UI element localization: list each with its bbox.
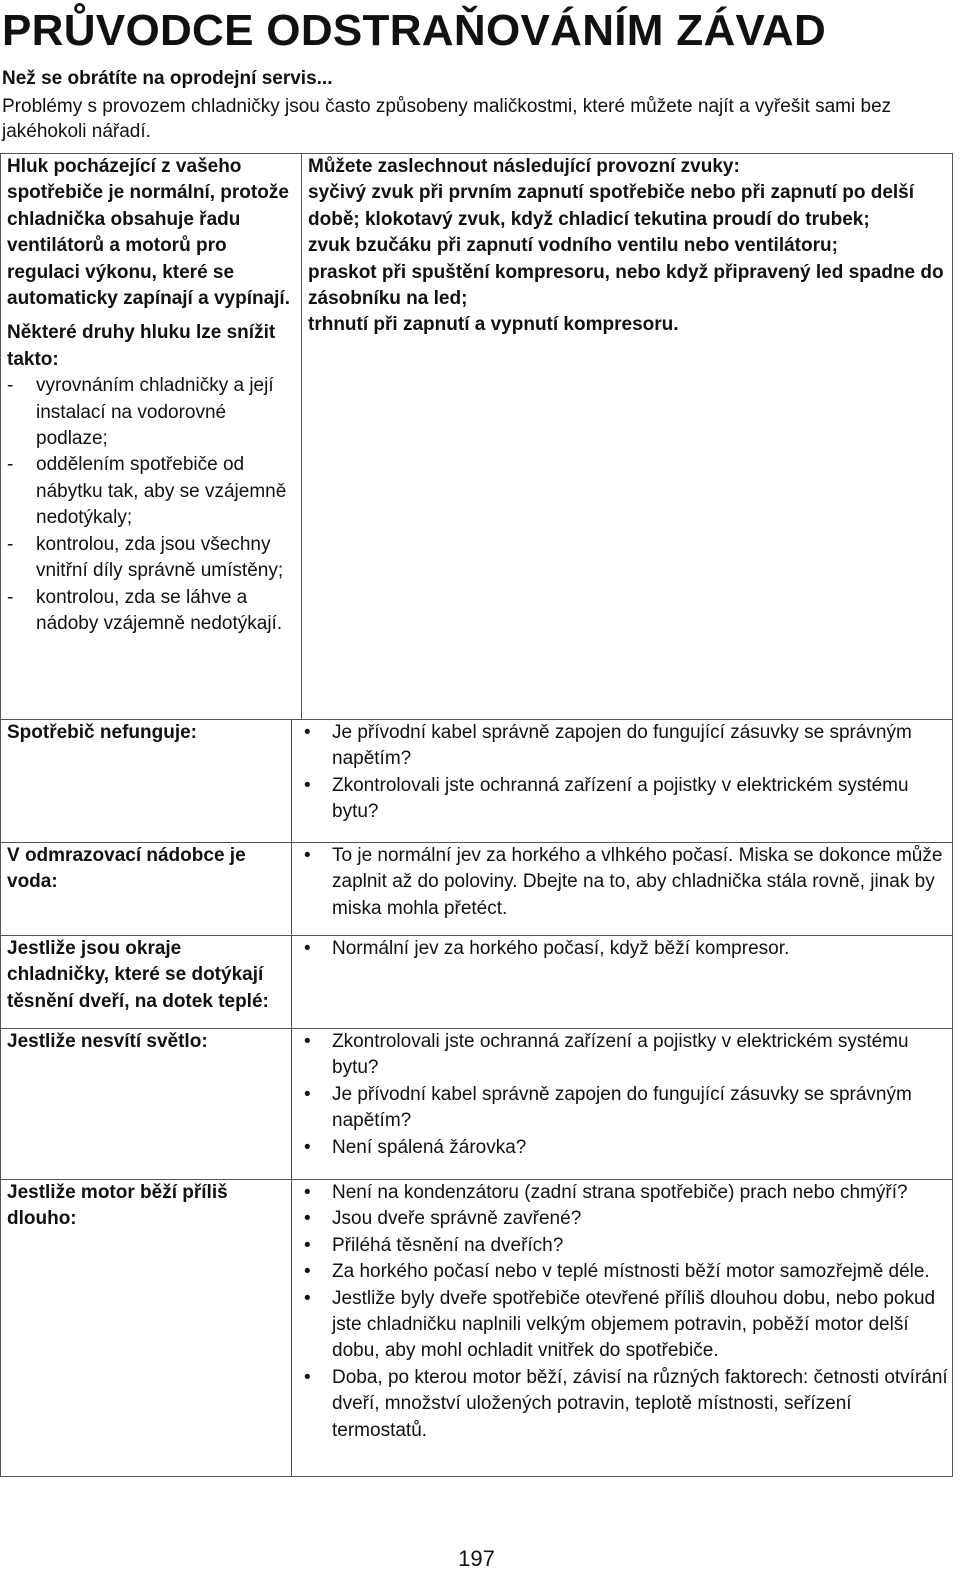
list-item (7, 532, 299, 585)
problem-cell: Jestliže nesvítí světlo: (1, 1029, 292, 1180)
bullet-marker: • (304, 774, 311, 796)
noise-normal-text: Hluk pocházející z vašeho spotřebiče je normální, protože chladnička obsahuje řadu ventilátorů a motorů pro regulaci výkonu, které se automaticky zapínají a vypínají. (7, 156, 290, 310)
dash-marker: - (7, 586, 14, 608)
bullet-marker: • (304, 1234, 311, 1256)
list-item (298, 1259, 948, 1285)
list-item (298, 1206, 948, 1232)
intro-text: Problémy s provozem chladničky jsou často způsobeny maličkostmi, které můžete najít a vyřešit sami bez jakéhokoli nářadí. (2, 96, 892, 142)
bullet-marker: • (304, 1208, 311, 1230)
noise-left-cell (1, 154, 302, 720)
page-number: 197 (458, 1546, 495, 1571)
list-item-text: oddělením spotřebiče od nábytku tak, aby se vzájemně nedotýkaly; (36, 454, 287, 529)
dash-marker: - (7, 375, 14, 397)
list-item-text: vyrovnáním chladničky a její instalací na vodorovné podlaze; (36, 375, 274, 450)
list-item-text: Není na kondenzátoru (zadní strana spotřebiče) prach nebo chmýří? (332, 1182, 908, 1203)
list-item-text: Zkontrolovali jste ochranná zařízení a pojistky v elektrickém systému bytu? (332, 774, 909, 823)
bullet-marker: • (304, 1182, 311, 1203)
list-item-text: kontrolou, zda jsou všechny vnitřní díly správně umístěny; (36, 533, 284, 582)
noise-right-cell (302, 154, 953, 720)
list-item (7, 373, 299, 452)
dash-marker: - (7, 533, 14, 555)
bullet-marker: • (304, 1083, 311, 1105)
list-item-text: Je přívodní kabel správně zapojen do fungující zásuvky se správným napětím? (332, 1083, 912, 1132)
answer-cell (292, 843, 953, 936)
bullet-marker: • (304, 1287, 311, 1309)
answer-list (298, 1029, 948, 1161)
list-item-text: Za horkého počasí nebo v teplé místnosti běží motor samozřejmě déle. (332, 1261, 930, 1283)
list-item-text: Není spálená žárovka? (332, 1136, 527, 1158)
table-row (1, 1029, 953, 1180)
dash-marker: - (7, 454, 14, 476)
bullet-marker: • (304, 1136, 311, 1158)
list-item (298, 1082, 948, 1135)
list-item-text: Jsou dveře správně zavřené? (332, 1208, 582, 1230)
list-item-text: Jestliže byly dveře spotřebiče otevřené příliš dlouhou dobu, nebo pokud jste chladničku naplnili velkým objemem potravin, poběží motor delší dobu, aby mohl ochladit vnitřek do spotřebiče. (332, 1287, 936, 1362)
problem-cell: Jestliže motor běží příliš dlouho: (1, 1180, 292, 1477)
noise-table (0, 153, 953, 720)
list-item-text: Přiléhá těsnění na dveřích? (332, 1234, 564, 1256)
list-item (298, 1233, 948, 1259)
list-item-text: Normální jev za horkého počasí, když běží kompresor. (332, 938, 790, 959)
problem-cell: Spotřebič nefunguje: (1, 720, 292, 843)
noise-reduce-list (7, 373, 299, 637)
answer-cell (292, 1029, 953, 1180)
list-item-text: To je normální jev za horkého a vlhkého počasí. Miska se dokonce může zaplnit až do poloviny. Dbejte na to, aby chladnička stála rovně, jinak by miska mohla přetéct. (332, 845, 943, 919)
bullet-marker: • (304, 1261, 311, 1283)
list-item (298, 1365, 948, 1444)
problem-cell: V odmrazovací nádobce je voda: (1, 843, 292, 936)
sound-line: trhnutí při zapnutí a vypnutí kompresoru. (308, 314, 679, 336)
intro-heading: Než se obrátíte na oprodejní servis... (2, 68, 333, 89)
table-row (1, 1180, 953, 1477)
answer-list (298, 720, 948, 826)
noise-reduce-heading: Některé druhy hluku lze snížit takto: (7, 322, 276, 370)
answer-list (298, 936, 948, 962)
answer-cell (292, 1180, 953, 1477)
list-item (7, 452, 299, 531)
sounds-heading: Můžete zaslechnout následující provozní zvuky: (308, 156, 740, 177)
list-item (298, 936, 948, 962)
problem-cell: Jestliže jsou okraje chladničky, které se dotýkají těsnění dveří, na dotek teplé: (1, 936, 292, 1029)
list-item-text: Doba, po kterou motor běží, závisí na různých faktorech: četnosti otvírání dveří, množství uložených potravin, teplotě místnosti, seřízení termostatů. (332, 1366, 948, 1441)
list-item-text: kontrolou, zda se láhve a nádoby vzájemně nedotýkají. (36, 586, 283, 634)
troubleshooting-table (0, 719, 953, 1477)
answer-list (298, 1180, 948, 1444)
answer-cell (292, 720, 953, 843)
table-row (1, 720, 953, 843)
list-item (298, 1029, 948, 1082)
sound-line: syčivý zvuk při prvním zapnutí spotřebiče nebo při zapnutí po delší době; klokotavý zvuk, když chladicí tekutina proudí do trubek; (308, 182, 915, 230)
list-item (298, 1180, 948, 1206)
answer-cell (292, 936, 953, 1029)
page-title: PRŮVODCE ODSTRAŇOVÁNÍM ZÁVAD (2, 6, 827, 55)
list-item (298, 720, 948, 773)
list-item-text: Zkontrolovali jste ochranná zařízení a pojistky v elektrickém systému bytu? (332, 1031, 909, 1079)
answer-list (298, 843, 948, 922)
bullet-marker: • (304, 938, 311, 959)
list-item-text: Je přívodní kabel správně zapojen do fungující zásuvky se správným napětím? (332, 722, 912, 770)
list-item (7, 585, 299, 638)
list-item (298, 1135, 948, 1161)
bullet-marker: • (304, 1366, 311, 1388)
table-row (1, 843, 953, 936)
sound-line: zvuk bzučáku při zapnutí vodního ventilu nebo ventilátoru; (308, 235, 838, 257)
bullet-marker: • (304, 845, 311, 866)
bullet-marker: • (304, 722, 311, 743)
list-item (298, 843, 948, 922)
sound-line: praskot při spuštění kompresoru, nebo když připravený led spadne do zásobníku na led; (308, 261, 944, 310)
bullet-marker: • (304, 1031, 311, 1052)
list-item (298, 773, 948, 826)
table-row (1, 936, 953, 1029)
list-item (298, 1286, 948, 1365)
